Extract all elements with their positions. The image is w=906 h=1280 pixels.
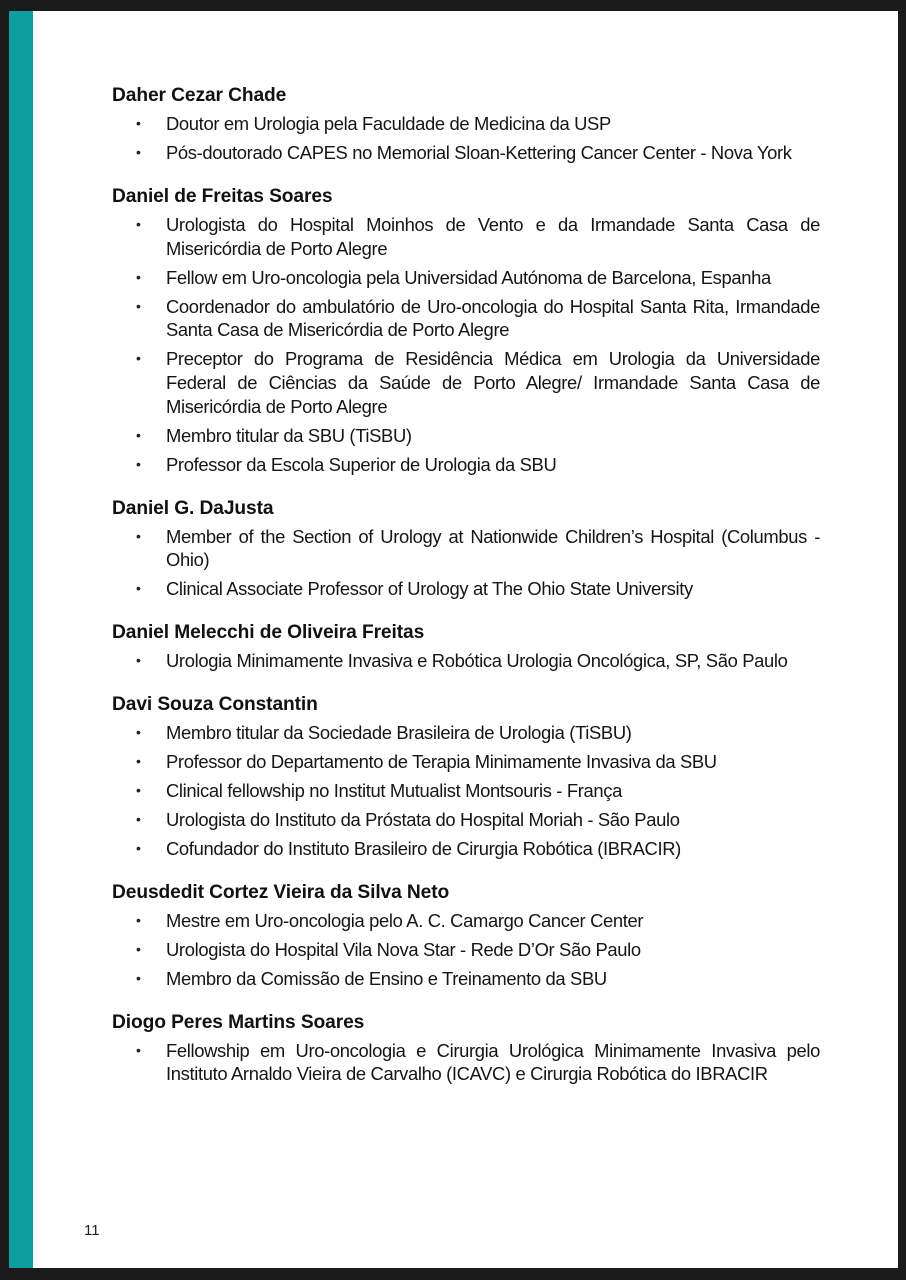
credential-text: Preceptor do Programa de Residência Médica em Urologia da Universidade Federal de Ciências da Saúde de Porto Alegre/ Irmandade Santa Casa de Misericórdia de Porto Alegre <box>166 348 820 417</box>
person-entry <box>112 497 820 602</box>
credential-text: Member of the Section of Urology at Nationwide Children’s Hospital (Columbus - Ohio) <box>166 525 820 571</box>
credential-item <box>112 909 820 933</box>
bullet-icon: • <box>136 911 141 928</box>
credential-item <box>112 112 820 136</box>
credential-list <box>112 525 820 602</box>
person-name: Davi Souza Constantin <box>112 694 318 716</box>
bullet-icon: • <box>136 455 141 472</box>
credential-text: Fellow em Uro-oncologia pela Universidad Autónoma de Barcelona, Espanha <box>166 266 771 288</box>
bullet-icon: • <box>136 652 141 669</box>
bullet-icon: • <box>136 297 141 314</box>
credential-list <box>112 721 820 861</box>
credential-item <box>112 837 820 861</box>
credential-text: Clinical fellowship no Institut Mutualist Montsouris - França <box>166 780 622 802</box>
credential-text: Cofundador do Instituto Brasileiro de Cirurgia Robótica (IBRACIR) <box>166 838 681 859</box>
bullet-icon: • <box>136 724 141 741</box>
credential-text: Coordenador do ambulatório de Uro-oncologia do Hospital Santa Rita, Irmandade Santa Casa de Misericórdia de Porto Alegre <box>166 295 820 341</box>
credential-text: Clinical Associate Professor of Urology at The Ohio State University <box>166 578 693 600</box>
credential-text: Professor da Escola Superior de Urologia da SBU <box>166 453 557 475</box>
page-number: 11 <box>84 1222 100 1239</box>
person-name: Daher Cezar Chade <box>112 85 287 106</box>
credential-item <box>112 577 820 601</box>
credential-text: Membro titular da Sociedade Brasileira de Urologia (TiSBU) <box>166 722 632 744</box>
credential-list <box>112 909 820 991</box>
person-name: Deusdedit Cortez Vieira da Silva Neto <box>112 881 450 903</box>
person-entry <box>112 881 820 991</box>
credential-text: Urologia Minimamente Invasiva e Robótica Urologia Oncológica, SP, São Paulo <box>166 650 788 672</box>
bullet-icon: • <box>136 580 141 597</box>
credential-text: Fellowship em Uro-oncologia e Cirurgia Urológica Minimamente Invasiva pelo Instituto Arnaldo Vieira de Carvalho (ICAVC) e Cirurgia Robótica do IBRACIR <box>166 1039 820 1085</box>
credential-text: Urologista do Hospital Moinhos de Vento e da Irmandade Santa Casa de Misericórdia de Porto Alegre <box>166 213 820 259</box>
bullet-icon: • <box>136 969 141 986</box>
credential-text: Doutor em Urologia pela Faculdade de Medicina da USP <box>166 113 611 134</box>
person-entry <box>112 84 820 165</box>
bullet-icon: • <box>136 840 141 856</box>
document-page <box>9 11 898 1268</box>
bullet-icon: • <box>136 426 141 443</box>
credential-item <box>112 266 820 290</box>
credential-item <box>112 1039 820 1087</box>
bullet-icon: • <box>136 811 141 828</box>
bullet-icon: • <box>136 215 141 232</box>
person-entry <box>112 621 820 673</box>
credential-text: Professor do Departamento de Terapia Minimamente Invasiva da SBU <box>166 751 717 773</box>
bullet-icon: • <box>136 753 141 770</box>
credential-item <box>112 525 820 573</box>
person-name: Daniel G. DaJusta <box>112 497 274 519</box>
credential-item <box>112 721 820 745</box>
credential-item <box>112 141 820 165</box>
credential-item <box>112 808 820 832</box>
credential-text: Urologista do Hospital Vila Nova Star - Rede D’Or São Paulo <box>166 938 641 960</box>
bullet-icon: • <box>136 268 141 285</box>
person-name: Daniel de Freitas Soares <box>112 185 333 207</box>
credential-item <box>112 295 820 343</box>
credential-text: Membro titular da SBU (TiSBU) <box>166 424 412 446</box>
credential-list <box>112 112 820 165</box>
bullet-icon: • <box>136 115 141 131</box>
person-name: Daniel Melecchi de Oliveira Freitas <box>112 622 425 644</box>
credential-item <box>112 779 820 803</box>
credential-item <box>112 649 820 673</box>
credential-text: Pós-doutorado CAPES no Memorial Sloan-Kettering Cancer Center - Nova York <box>166 141 792 163</box>
credential-item <box>112 347 820 418</box>
bullet-icon: • <box>136 1041 141 1058</box>
credential-item <box>112 424 820 448</box>
bullet-icon: • <box>136 782 141 799</box>
person-entry <box>112 185 820 477</box>
credential-item <box>112 967 820 991</box>
accent-bar <box>9 11 33 1268</box>
person-entry <box>112 693 820 861</box>
bullet-icon: • <box>136 350 141 367</box>
bullet-icon: • <box>136 527 141 544</box>
credential-item <box>112 750 820 774</box>
credential-list <box>112 1039 820 1087</box>
credential-item <box>112 453 820 477</box>
bullet-icon: • <box>136 143 141 160</box>
person-name: Diogo Peres Martins Soares <box>112 1011 365 1033</box>
person-entry <box>112 1011 820 1087</box>
credential-text: Mestre em Uro-oncologia pelo A. C. Camargo Cancer Center <box>166 909 644 931</box>
credential-text: Urologista do Instituto da Próstata do Hospital Moriah - São Paulo <box>166 809 680 831</box>
bullet-icon: • <box>136 940 141 957</box>
credential-item <box>112 938 820 962</box>
credential-list <box>112 649 820 673</box>
people-list <box>112 84 820 1106</box>
credential-list <box>112 213 820 477</box>
credential-item <box>112 213 820 261</box>
credential-text: Membro da Comissão de Ensino e Treinamento da SBU <box>166 967 607 989</box>
